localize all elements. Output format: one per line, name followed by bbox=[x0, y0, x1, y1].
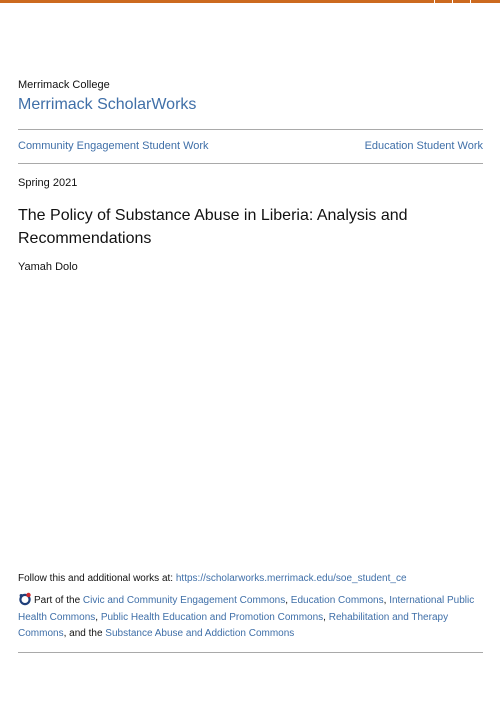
divider-top bbox=[18, 129, 483, 130]
series-link-community-engagement[interactable]: Community Engagement Student Work bbox=[18, 140, 209, 152]
commons-link-rehabilitation[interactable]: Rehabilitation and Therapy Commons bbox=[18, 611, 449, 639]
paper-title: The Policy of Substance Abuse in Liberia: Analysis and Recommendations bbox=[18, 207, 408, 247]
series-link-education[interactable]: Education Student Work bbox=[364, 140, 483, 152]
institution-name: Merrimack College bbox=[18, 79, 110, 91]
network-commons-icon bbox=[18, 592, 32, 606]
divider-series bbox=[18, 163, 483, 164]
top-bar-ticks bbox=[422, 0, 482, 3]
paper-author: Yamah Dolo bbox=[18, 261, 78, 273]
part-of-label: Part of the bbox=[34, 595, 83, 606]
repository-link[interactable]: Merrimack ScholarWorks bbox=[18, 96, 197, 113]
commons-link-civic[interactable]: Civic and Community Engagement Commons bbox=[82, 595, 286, 606]
commons-paragraph: Part of the Civic and Community Engagement Commons, Education Commons, International Public Health Commons, Public Health Education and Promotion Commons, Rehabilitation and Therapy Commons, and the Substance Abuse and Addiction Commons bbox=[18, 592, 483, 643]
follow-text: Follow this and additional works at: bbox=[18, 573, 176, 584]
commons-link-international-public-health[interactable]: International Public Health Commons bbox=[18, 595, 475, 623]
divider-bottom bbox=[18, 652, 483, 653]
commons-link-public-health-education[interactable]: Public Health Education and Promotion Commons bbox=[100, 611, 324, 623]
follow-url-link[interactable]: https://scholarworks.merrimack.edu/soe_student_ce bbox=[175, 573, 407, 584]
commons-link-education[interactable]: Education Commons bbox=[290, 595, 384, 606]
commons-link-substance-abuse[interactable]: Substance Abuse and Addiction Commons bbox=[105, 628, 295, 639]
publication-date: Spring 2021 bbox=[18, 177, 78, 189]
follow-line bbox=[18, 573, 407, 584]
